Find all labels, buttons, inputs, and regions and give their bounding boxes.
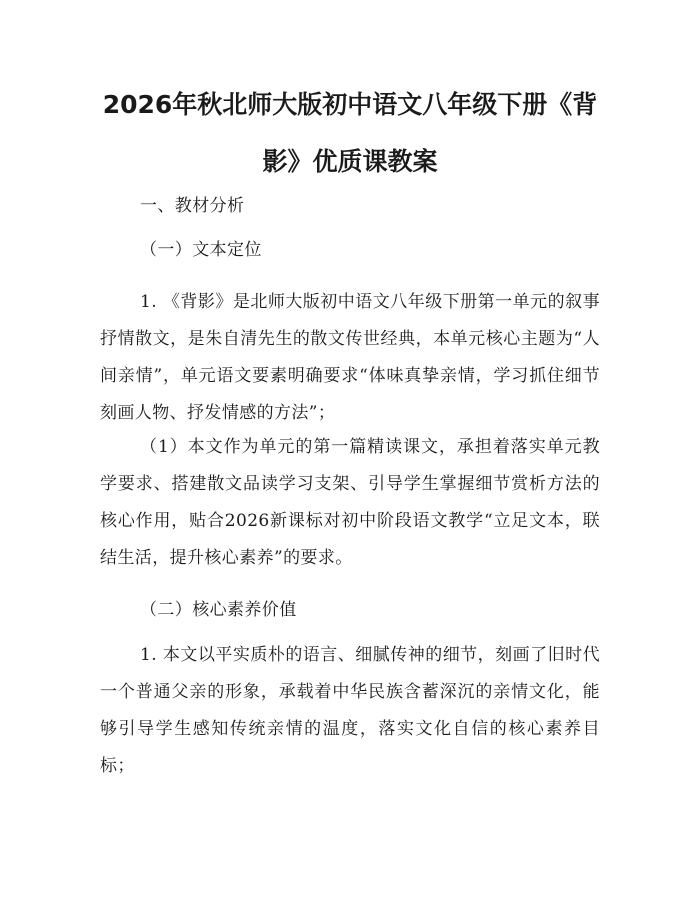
document-title: 2026年秋北师大版初中语文八年级下册《背影》优质课教案 <box>102 90 598 176</box>
subsection-heading-core-literacy: （二）核心素养价值 <box>140 600 297 620</box>
subsection-heading-text-positioning: （一）文本定位 <box>140 240 262 260</box>
paragraph-core-literacy: 1. 本文以平实质朴的语言、细腻传神的细节，刻画了旧时代一个普通父亲的形象，承载着中华民族含蓄深沉的亲情文化，能够引导学生感知传统亲情的温度，落实文化自信的核心素养目标； <box>100 645 600 776</box>
section-heading-textbook-analysis: 一、教材分析 <box>140 196 245 216</box>
paragraph-teaching-role: （1）本文作为单元的第一篇精读课文，承担着落实单元教学要求、搭建散文品读学习支架、引导学生掌握细节赏析方法的核心作用，贴合2026新课标对初中阶段语文教学“立足文本，联结生活，提升核心素养”的要求。 <box>100 437 600 568</box>
paragraph-text-positioning: 1. 《背影》是北师大版初中语文八年级下册第一单元的叙事抒情散文，是朱自清先生的散文传世经典，本单元核心主题为“人间亲情”，单元语文要素明确要求“体味真挚亲情，学习抓住细节刻画人物、抒发情感的方法”； <box>100 292 600 423</box>
